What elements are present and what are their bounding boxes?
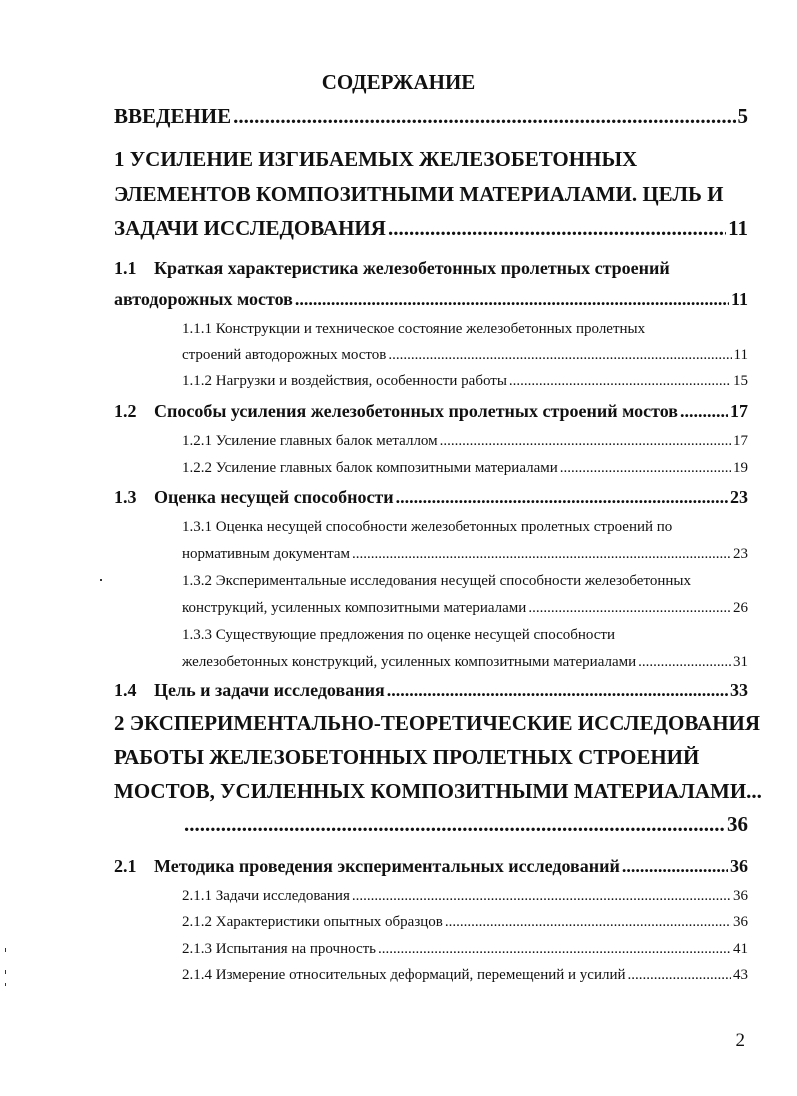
toc-num: 1.2 — [114, 401, 137, 421]
toc-entry-s122 — [182, 460, 748, 477]
toc-entry-intro — [114, 104, 748, 129]
toc-page: 17 — [733, 433, 748, 449]
toc-s111-line1: 1.1.1 Конструкции и техническое состояние железобетонных пролетных — [182, 321, 646, 337]
toc-page: 11 — [728, 216, 748, 240]
toc-page: 36 — [733, 888, 748, 904]
toc-entry-s211 — [182, 888, 748, 905]
toc-entry-s111 — [182, 347, 748, 364]
toc-page: 41 — [733, 941, 748, 957]
page-number: 2 — [735, 1030, 745, 1051]
scan-speck — [5, 948, 6, 952]
toc-label: 1.2.2 Усиление главных балок композитными материалами — [182, 460, 558, 476]
toc-num: 1.3 — [114, 487, 137, 507]
toc-page: 15 — [733, 373, 748, 389]
toc-page: 5 — [737, 104, 748, 128]
toc-page: 23 — [733, 546, 748, 562]
toc-entry-s12 — [114, 401, 748, 422]
toc-s131-line1: 1.3.1 Оценка несущей способности железобетонных пролетных строений по — [182, 519, 673, 535]
toc-page: 11 — [733, 347, 748, 363]
toc-page: 36 — [727, 812, 748, 836]
page-title: СОДЕРЖАНИЕ — [321, 70, 476, 94]
toc-entry-s132 — [182, 600, 748, 617]
toc-label: Способы усиления железобетонных пролетных строений мостов — [154, 401, 679, 421]
toc-label: нормативным документам — [182, 546, 351, 562]
toc-page: 43 — [733, 967, 748, 983]
toc-entry-ch2 — [184, 812, 748, 837]
toc-num: 1.4 — [114, 680, 137, 700]
toc-ch1-line1: 1 УСИЛЕНИЕ ИЗГИБАЕМЫХ ЖЕЛЕЗОБЕТОННЫХ — [114, 147, 638, 171]
toc-entry-s11 — [114, 289, 748, 310]
toc-page: 36 — [730, 856, 748, 876]
toc-entry-s112 — [182, 373, 748, 390]
toc-ch2-line3: МОСТОВ, УСИЛЕННЫХ КОМПОЗИТНЫМИ МАТЕРИАЛАМИ... — [114, 779, 762, 803]
toc-s11-line1 — [114, 258, 670, 279]
toc-label: 1.2.1 Усиление главных балок металлом — [182, 433, 438, 449]
scan-speck — [5, 983, 6, 986]
toc-page: 36 — [733, 914, 748, 930]
toc-ch2-line1: 2 ЭКСПЕРИМЕНТАЛЬНО-ТЕОРЕТИЧЕСКИЕ ИССЛЕДОВАНИЯ — [114, 711, 761, 735]
toc-label: ВВЕДЕНИЕ — [114, 104, 232, 128]
toc-num: 2.1 — [114, 856, 137, 876]
toc-entry-s121 — [182, 433, 748, 450]
toc-s133-line1: 1.3.3 Существующие предложения по оценке несущей способности — [182, 627, 616, 643]
toc-page: 11 — [730, 289, 748, 309]
toc-page: 26 — [733, 600, 748, 616]
toc-label: Оценка несущей способности — [154, 487, 394, 507]
toc-entry-s133 — [182, 654, 748, 671]
toc-label: Краткая характеристика железобетонных пролетных строений — [154, 258, 670, 278]
toc-entry-s214 — [182, 967, 748, 984]
toc-ch2-line2: РАБОТЫ ЖЕЛЕЗОБЕТОННЫХ ПРОЛЕТНЫХ СТРОЕНИЙ — [114, 745, 700, 769]
toc-page: 19 — [733, 460, 748, 476]
toc-page: 31 — [733, 654, 748, 670]
toc-label: 2.1.3 Испытания на прочность — [182, 941, 377, 957]
toc-label: 2.1.1 Задачи исследования — [182, 888, 350, 904]
toc-label: Цель и задачи исследования — [154, 680, 385, 700]
toc-label: строений автодорожных мостов — [182, 347, 387, 363]
toc-entry-ch1 — [114, 216, 748, 241]
toc-label: автодорожных мостов — [114, 289, 293, 309]
toc-page: 33 — [730, 680, 748, 700]
toc-ch1-line2: ЭЛЕМЕНТОВ КОМПОЗИТНЫМИ МАТЕРИАЛАМИ. ЦЕЛЬ И — [114, 182, 724, 206]
toc-s132-line1: 1.3.2 Экспериментальные исследования несущей способности железобетонных — [182, 573, 691, 589]
toc-label: 1.1.2 Нагрузки и воздействия, особенности работы — [182, 373, 507, 389]
toc-label: Методика проведения экспериментальных исследований — [154, 856, 620, 876]
toc-label: 2.1.2 Характеристики опытных образцов — [182, 914, 443, 930]
toc-num: 1.1 — [114, 258, 137, 278]
toc-entry-s21 — [114, 856, 748, 877]
toc-entry-s213 — [182, 941, 748, 958]
toc-page: 23 — [730, 487, 748, 507]
toc-entry-s13 — [114, 487, 748, 508]
scan-speck — [5, 970, 6, 974]
scan-speck — [100, 579, 102, 581]
toc-entry-s14 — [114, 680, 748, 701]
toc-label: железобетонных конструкций, усиленных композитными материалами — [182, 654, 637, 670]
toc-entry-s131 — [182, 546, 748, 563]
toc-page: 17 — [730, 401, 748, 421]
toc-label: конструкций, усиленных композитными материалами — [182, 600, 527, 616]
toc-label: ЗАДАЧИ ИССЛЕДОВАНИЯ — [114, 216, 386, 240]
toc-entry-s212 — [182, 914, 748, 931]
toc-label: 2.1.4 Измерение относительных деформаций, перемещений и усилий — [182, 967, 626, 983]
